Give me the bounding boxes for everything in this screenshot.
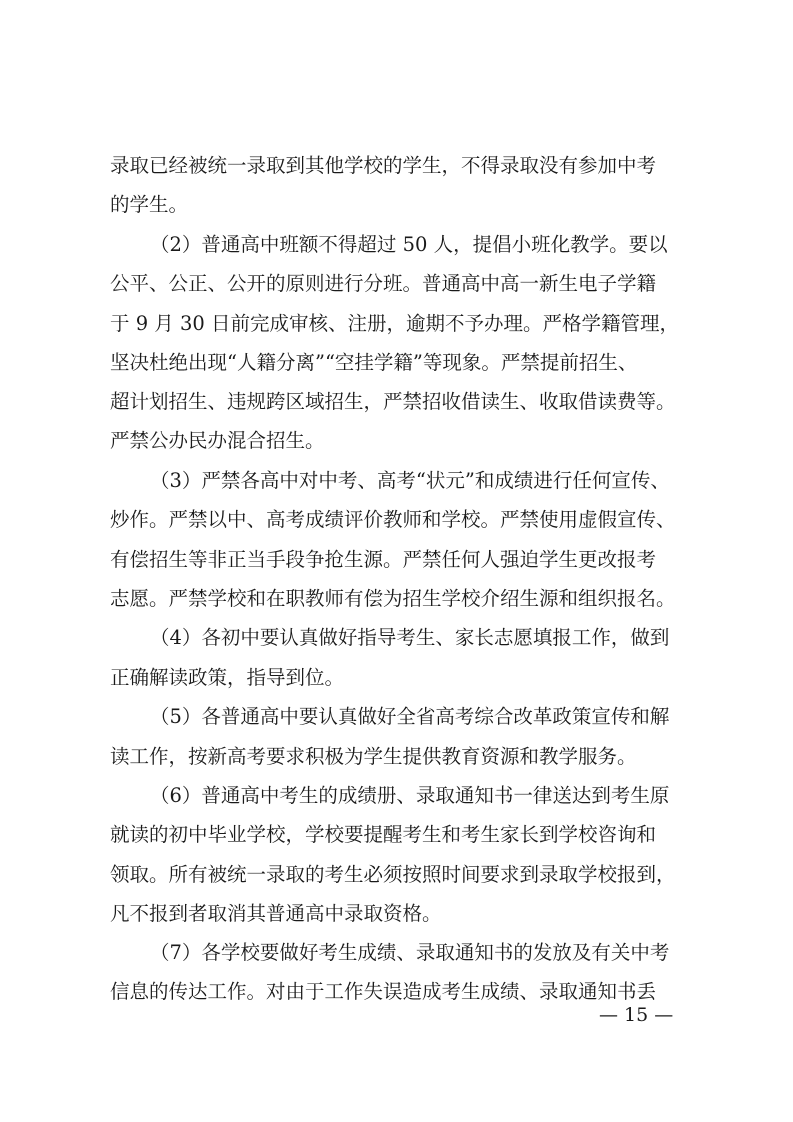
text-line-content [110, 343, 637, 383]
paragraph-start-line [0, 776, 793, 816]
text-line-content [110, 815, 656, 855]
text-segment: （3）严禁各高中对中考、高考“状元”和成绩进行任何宣传、 [150, 469, 670, 492]
paragraph-start-line [0, 618, 793, 658]
text-line-content [110, 658, 344, 698]
text-line-content [110, 972, 656, 1012]
text-line [0, 304, 793, 344]
page-number: — 15 — [599, 1004, 674, 1026]
text-line [0, 382, 793, 422]
paragraph-start-line [0, 697, 793, 737]
text-line [0, 343, 793, 383]
text-line [0, 855, 793, 895]
text-line [0, 737, 793, 777]
text-segment: （4）各初中要认真做好指导考生、家长志愿填报工作，做到 [150, 626, 670, 649]
text-line-content [110, 304, 679, 344]
paragraph-start-line [0, 461, 793, 501]
text-line-content [150, 933, 669, 973]
text-line-content [110, 855, 676, 895]
text-line-content [110, 500, 676, 540]
text-segment: （7）各学校要做好考生成绩、录取通知书的发放及有关中考 [150, 941, 670, 964]
text-line [0, 579, 793, 619]
text-segment: 于 9 月 30 日前完成审核、注册，逾期不予办理。严格学籍管理， [110, 312, 680, 335]
text-segment: 信息的传达工作。对由于工作失误造成考生成绩、录取通知书丢 [110, 980, 657, 1003]
text-segment: （6）普通高中考生的成绩册、录取通知书一律送达到考生原 [150, 784, 670, 807]
text-line [0, 972, 793, 1012]
text-line [0, 894, 793, 934]
text-line [0, 658, 793, 698]
text-line-content [150, 618, 669, 658]
paragraph-start-line [0, 225, 793, 265]
text-segment: 领取。所有被统一录取的考生必须按照时间要求到录取学校报到， [110, 863, 676, 886]
text-line-content [110, 264, 656, 304]
text-segment: 志愿。严禁学校和在职教师有偿为招生学校介绍生源和组织报名。 [110, 587, 676, 610]
text-segment: 读工作，按新高考要求积极为学生提供教育资源和教学服务。 [110, 745, 637, 768]
text-segment: （2）普通高中班额不得超过 50 人，提倡小班化教学。要以 [150, 233, 668, 256]
text-line-content [110, 894, 442, 934]
text-segment: 公平、公正、公开的原则进行分班。普通高中高一新生电子学籍 [110, 272, 657, 295]
text-line-content [150, 697, 669, 737]
text-segment: 坚决杜绝出现“人籍分离”“空挂学籍”等现象。严禁提前招生、 [110, 351, 638, 374]
text-line-content [110, 382, 676, 422]
text-line [0, 540, 793, 580]
text-line-content [110, 421, 325, 461]
text-segment: 的学生。 [110, 193, 189, 216]
text-line [0, 185, 793, 225]
text-line-content [110, 579, 676, 619]
text-line-content [110, 146, 656, 186]
text-segment: 炒作。严禁以中、高考成绩评价教师和学校。严禁使用虚假宣传、 [110, 508, 676, 531]
text-segment: 严禁公办民办混合招生。 [110, 429, 325, 452]
text-line-content [150, 461, 670, 501]
text-line [0, 146, 793, 186]
text-segment: 正确解读政策，指导到位。 [110, 666, 345, 689]
text-segment: 凡不报到者取消其普通高中录取资格。 [110, 902, 442, 925]
text-line-content [150, 225, 668, 265]
paragraph-start-line [0, 933, 793, 973]
text-segment: （5）各普通高中要认真做好全省高考综合改革政策宣传和解 [150, 705, 670, 728]
text-line-content [110, 737, 637, 777]
text-line [0, 264, 793, 304]
text-line [0, 500, 793, 540]
text-line-content [110, 540, 656, 580]
text-segment: 录取已经被统一录取到其他学校的学生，不得录取没有参加中考 [110, 154, 657, 177]
text-line [0, 815, 793, 855]
text-segment: 有偿招生等非正当手段争抢生源。严禁任何人强迫学生更改报考 [110, 548, 657, 571]
text-line [0, 421, 793, 461]
text-line-content [150, 776, 669, 816]
text-segment: 就读的初中毕业学校，学校要提醒考生和考生家长到学校咨询和 [110, 823, 657, 846]
text-segment: 超计划招生、违规跨区域招生，严禁招收借读生、收取借读费等。 [110, 390, 676, 413]
text-line-content [110, 185, 188, 225]
